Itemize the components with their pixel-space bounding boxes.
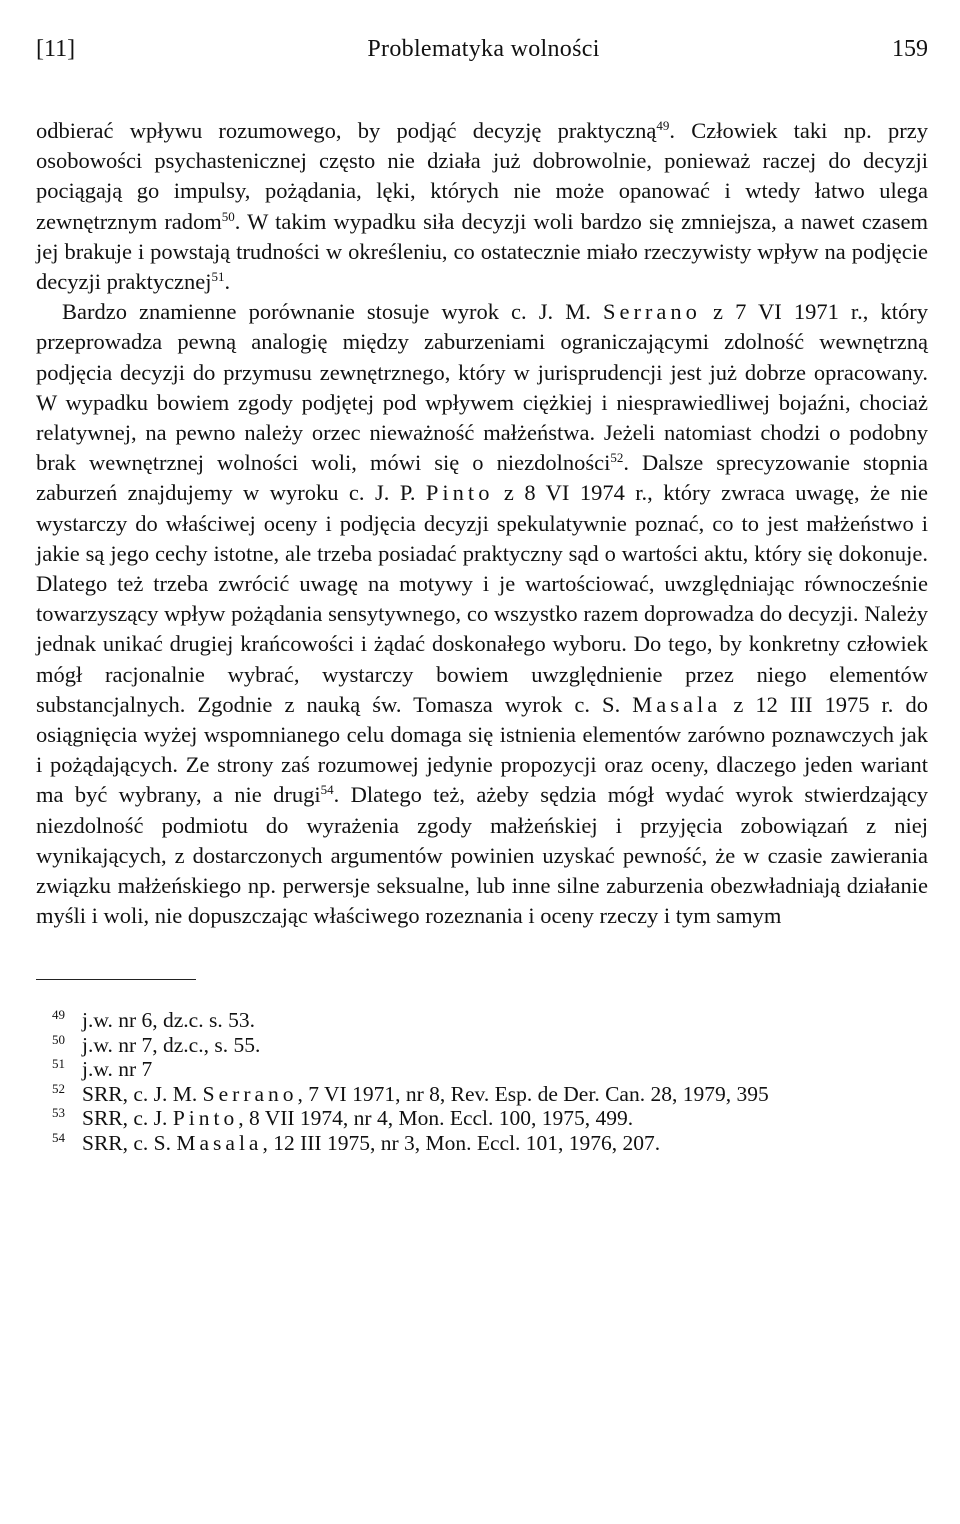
footnote-number: 53 xyxy=(52,1105,65,1121)
footnote-number-wrap xyxy=(36,1033,82,1057)
spaced-name: Pinto xyxy=(172,1106,239,1131)
footnote xyxy=(36,1082,928,1106)
running-title: Problematyka wolności xyxy=(367,36,600,62)
text-run: SRR, c. S. xyxy=(82,1130,177,1155)
footnote xyxy=(36,1131,928,1155)
paragraph xyxy=(36,297,928,931)
footnote-text xyxy=(82,1106,633,1130)
footnote-ref[interactable]: 54 xyxy=(320,782,334,798)
text-run: j.w. nr 6, dz.c. s. 53. xyxy=(82,1008,255,1033)
spaced-name: Serrano xyxy=(602,299,701,325)
text-run: SRR, c. J. xyxy=(82,1106,173,1131)
text-run: z 8 VI 1974 r., który zwraca uwagę, że nie wystarczy do właściwej oceny i podjęcia decyzji spekulatywnie poznać, co to jest małżeństwo i jakie są jego cechy istotne, ale trzeba posiadać praktyczny sąd o wartości aktu, który się dokonuje. Dlatego też trzeba zwrócić uwagę na motywy i je wartościować, uwzględniając równocześnie towarzyszący wpływ pożądania sensytywnego, co wszystko razem doprowadza do decyzji. Należy jednak unikać drugiej krańcowości i żądać doskonałego wyboru. Do tego, by konkretny człowiek mógł racjonalnie wybrać, wystarczy bowiem uwzględnienie przez niego elementów substancjalnych. Zgodnie z nauką św. Tomasza wyrok c. S. xyxy=(36,480,929,717)
text-run: , 7 VI 1971, nr 8, Rev. Esp. de Der. Can. 28, 1979, 395 xyxy=(297,1081,769,1106)
footnote-number-wrap xyxy=(36,1057,82,1081)
footnote xyxy=(36,1106,928,1130)
footnote-text xyxy=(82,1008,255,1032)
footnote-number-wrap xyxy=(36,1106,82,1130)
spaced-name: Pinto xyxy=(425,480,494,506)
text-run: . Dlatego też, ażeby sędzia mógł wydać wyrok stwierdzający niezdolność podmiotu do wyrażenia zgody małżeńskiej i przyjęcia zobowiązań z niej wynikających, z dostarczonych argumentów powinien uzyskać pewność, że w czasie zawierania związku małżeńskiego np. perwersje seksualne, lub inne silne zaburzenia obezwładniają działanie myśli i woli, nie dopuszczając właściwego rozeznania i oceny rzeczy i tym samym xyxy=(36,782,928,929)
footnote-ref[interactable]: 51 xyxy=(211,269,225,285)
footnote-number-wrap xyxy=(36,1008,82,1032)
text-run: . W takim wypadku siła decyzji woli bardzo się zmniejsza, a nawet czasem jej brakuje i powstają trudności w określeniu, co ostatecznie miało rzeczywisty wpływ na podjęcie decyzji praktycznej xyxy=(36,208,928,295)
footnote xyxy=(36,1057,928,1081)
footnote-ref[interactable]: 52 xyxy=(610,450,624,466)
footnote-number: 54 xyxy=(52,1129,65,1145)
text-run: , 8 VII 1974, nr 4, Mon. Eccl. 100, 1975, 499. xyxy=(238,1106,634,1131)
footnote-number-wrap xyxy=(36,1082,82,1106)
spaced-name: Masala xyxy=(632,691,722,717)
text-run: z 7 VI 1971 r., który przeprowadza pewną analogię między zaburzeniami ograniczającymi zdolność wewnętrzną podjęcia decyzji do przymusu zewnętrznego, który w jurisprudencji jest już dobrze opracowany. W wypadku bowiem zgody podjętej pod wpływem ciężkiej i niesprawiedliwej bojaźni, chociaż relatywnej, na pewno należy orzec nieważność małżeństwa. Jeżeli natomiast chodzi o podobny brak wewnętrznej wolności woli, mówi się o niezdolności xyxy=(36,299,928,476)
footnotes xyxy=(36,1008,928,1154)
footnote xyxy=(36,1008,928,1032)
spaced-name: Masala xyxy=(176,1130,263,1155)
text-run: j.w. nr 7 xyxy=(82,1057,153,1082)
footnote-ref[interactable]: 49 xyxy=(656,118,670,133)
text-run: Bardzo znamienne porównanie stosuje wyrok c. J. M. xyxy=(62,299,603,325)
text-run: z 12 III 1975 r. do osiągnięcia wyżej wspomnianego celu domaga się istnienia elementów zarówno poznawczych jak i pożądających. Ze strony zaś rozumowej jedynie propozycji oraz oceny, dlaczego jeden wariant ma być wybrany, a nie drugi xyxy=(36,691,928,808)
spaced-name: Serrano xyxy=(202,1081,298,1106)
text-run: . Człowiek taki np. przy osobowości psychastenicznej często nie działa już dobrowolnie, ponieważ raczej do decyzji pociągają go impulsy, pożądania, lęki, których nie może opanować i wtedy łatwo ulega zewnętrznym radom xyxy=(36,118,928,234)
footnote-text xyxy=(82,1057,152,1081)
footnote-number: 49 xyxy=(52,1007,65,1023)
text-run: j.w. nr 7, dz.c., s. 55. xyxy=(82,1032,261,1057)
section-number: [11] xyxy=(36,36,76,62)
text-run: . xyxy=(224,269,231,295)
footnote-number: 52 xyxy=(52,1080,65,1096)
paragraph xyxy=(36,116,928,297)
body-text xyxy=(36,116,928,931)
text-run: , 12 III 1975, nr 3, Mon. Eccl. 101, 1976, 207. xyxy=(262,1130,661,1155)
footnote xyxy=(36,1033,928,1057)
document-page xyxy=(36,36,928,1155)
footnote-number: 50 xyxy=(52,1031,65,1047)
text-run: odbierać wpływu rozumowego, by podjąć decyzję praktyczną xyxy=(36,118,657,143)
footnote-number-wrap xyxy=(36,1131,82,1155)
footnote-text xyxy=(82,1082,769,1106)
page-number: 159 xyxy=(891,36,928,62)
footnote-separator xyxy=(36,979,196,980)
text-run: . Dalsze sprecyzowanie stopnia zaburzeń znajdujemy w wyroku c. J. P. xyxy=(36,450,928,506)
running-header xyxy=(36,36,928,76)
footnote-text xyxy=(82,1033,260,1057)
footnote-number: 51 xyxy=(52,1056,65,1072)
footnote-ref[interactable]: 50 xyxy=(221,208,235,224)
text-run: SRR, c. J. M. xyxy=(82,1081,203,1106)
footnote-text xyxy=(82,1131,660,1155)
